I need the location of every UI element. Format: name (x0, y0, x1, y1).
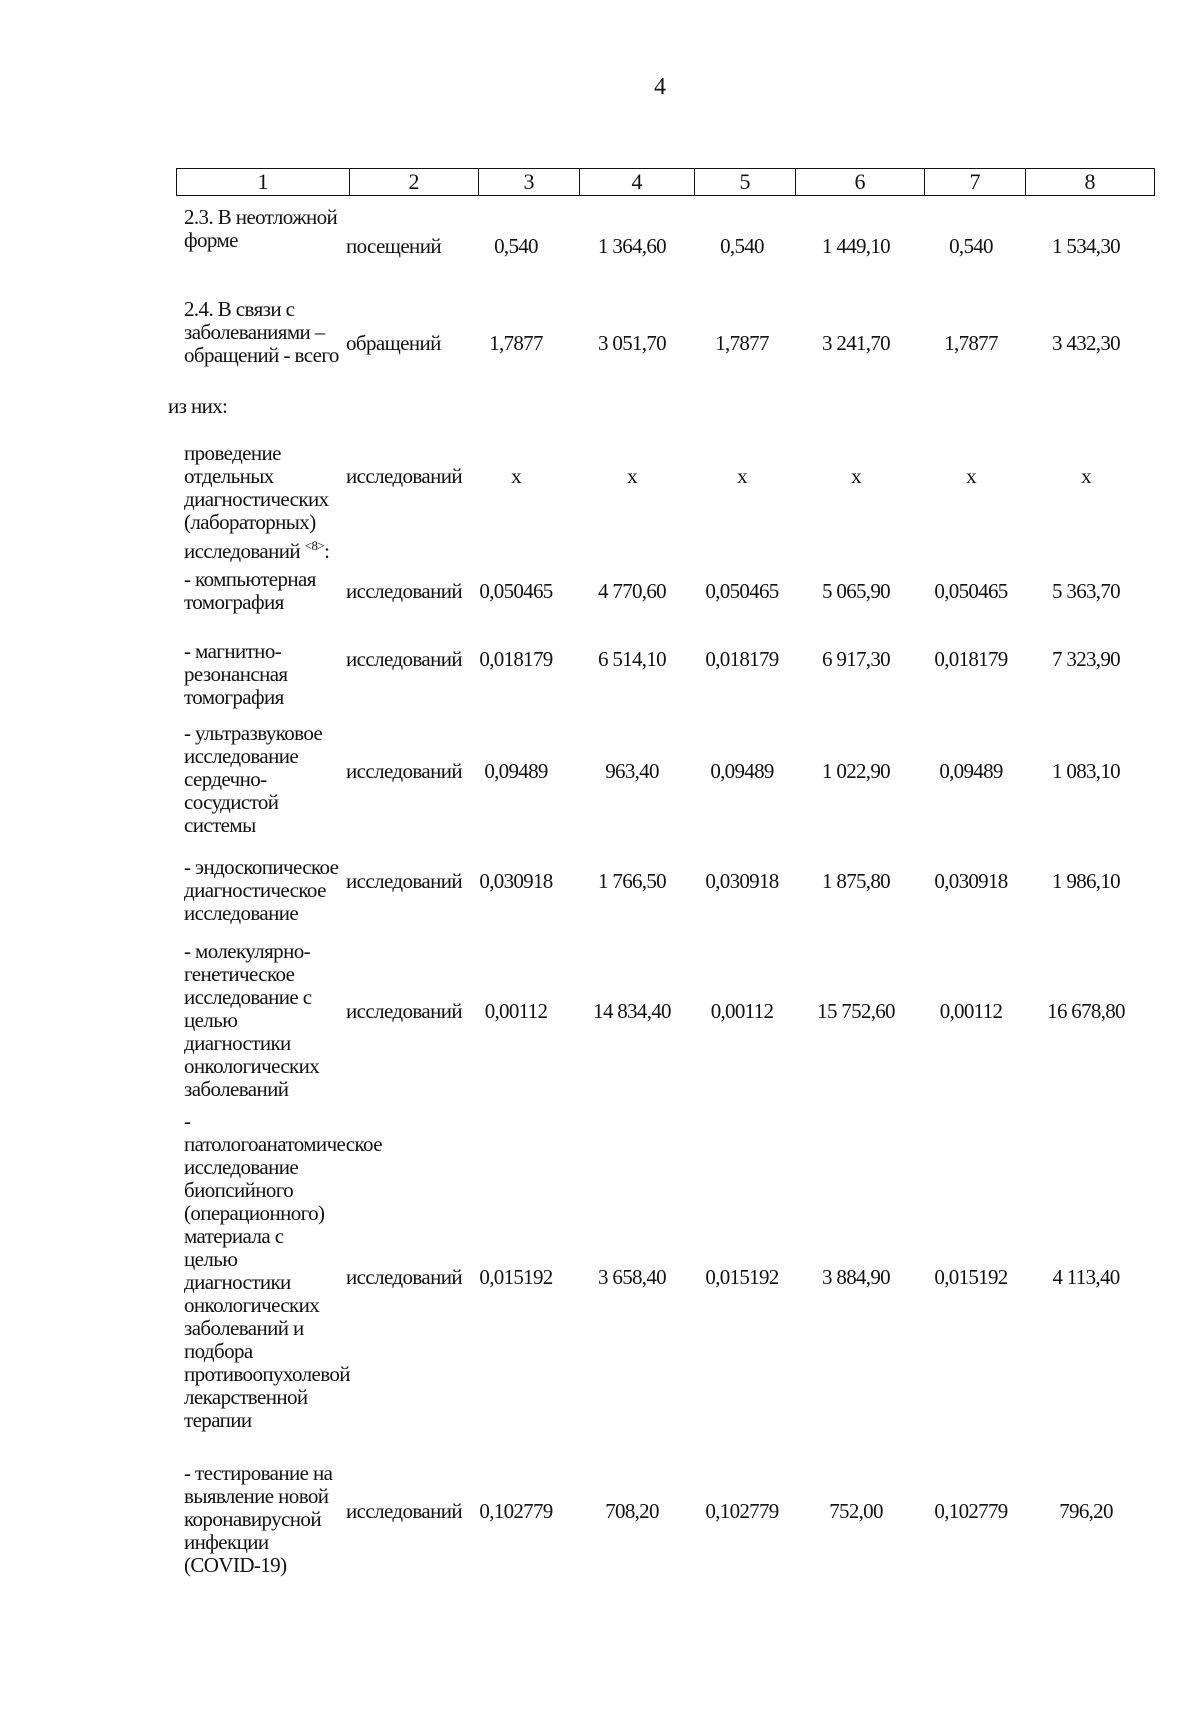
header-col-1: 1 (177, 169, 350, 196)
row-value: 3 051,70 (598, 331, 666, 355)
footnote-ref: <8> (304, 538, 325, 553)
row-value: 1,7877 (489, 331, 543, 355)
row-value: 0,00112 (484, 999, 548, 1023)
row-value: 1,7877 (715, 331, 769, 355)
row-value: 0,050465 (705, 579, 779, 603)
row-value: 1 449,10 (822, 234, 890, 258)
row-value: 796,20 (1059, 1499, 1113, 1523)
row-name: - молекулярно-генетическое исследование с целью диагностики онкологических заболеваний (184, 939, 320, 1101)
row-value: 963,40 (605, 759, 659, 783)
row-value: 15 752,60 (817, 999, 895, 1023)
row-value: 7 323,90 (1052, 647, 1120, 671)
row-value: 0,015192 (479, 1265, 553, 1289)
row-value: 0,09489 (484, 759, 548, 783)
row-value: 4 113,40 (1052, 1265, 1120, 1289)
row-unit: исследований (346, 464, 463, 488)
row-value: 0,102779 (705, 1499, 779, 1523)
row-name: - компьютерная томография (184, 567, 316, 614)
row-value: х (851, 464, 861, 488)
page-number: 4 (654, 74, 666, 100)
row-value: 0,018179 (479, 647, 553, 671)
row-value: 1 364,60 (598, 234, 666, 258)
row-value: 5 065,90 (822, 579, 890, 603)
row-value: 14 834,40 (593, 999, 671, 1023)
row-value: 0,018179 (934, 647, 1008, 671)
row-name: 2.3. В неотложной форме (184, 205, 338, 252)
row-unit: исследований (346, 999, 463, 1023)
row-value: 1 083,10 (1052, 759, 1120, 783)
row-value: 0,050465 (934, 579, 1008, 603)
header-col-8: 8 (1026, 169, 1155, 196)
row-value: 5 363,70 (1052, 579, 1120, 603)
header-col-7: 7 (925, 169, 1026, 196)
row-value: х (737, 464, 747, 488)
of-which-note: из них: (168, 394, 228, 418)
row-value: 0,540 (494, 234, 538, 258)
row-unit: исследований (346, 647, 463, 671)
row-value: 0,102779 (934, 1499, 1008, 1523)
row-value: 1,7877 (944, 331, 998, 355)
row-name: - патологоанатомическое исследование биопсийного (операционного) материала с целью диагностики онкологических заболеваний и подбора противоопухолевой лекарственной терапии (184, 1109, 382, 1432)
row-name: - эндоскопическое диагностическое исследование (184, 855, 339, 925)
row-value: 0,030918 (705, 869, 779, 893)
row-value: 0,018179 (705, 647, 779, 671)
row-value: 0,015192 (934, 1265, 1008, 1289)
row-value: 708,20 (605, 1499, 659, 1523)
row-value: 4 770,60 (598, 579, 666, 603)
row-name: - ультразвуковое исследование сердечно-сосудистой системы (184, 721, 323, 837)
row-name: проведение отдельных диагностических (лабораторных) исследований $^{<8>}$: (184, 441, 330, 563)
row-value: х (511, 464, 521, 488)
row-value: 0,102779 (479, 1499, 553, 1523)
row-unit: обращений (346, 331, 441, 355)
row-name: - тестирование на выявление новой коронавирусной инфекции (COVID-19) (184, 1461, 333, 1577)
row-value: 0,540 (720, 234, 764, 258)
row-unit: исследований (346, 1499, 463, 1523)
header-col-5: 5 (695, 169, 796, 196)
header-col-3: 3 (479, 169, 580, 196)
header-col-4: 4 (580, 169, 695, 196)
row-unit: исследований (346, 869, 463, 893)
row-value: 0,09489 (710, 759, 774, 783)
row-name: - магнитно-резонансная томография (184, 639, 288, 709)
row-value: 3 432,30 (1052, 331, 1120, 355)
row-value: х (627, 464, 637, 488)
row-value: 0,030918 (934, 869, 1008, 893)
row-unit: исследований (346, 579, 463, 603)
row-value: 3 884,90 (822, 1265, 890, 1289)
row-value: 1 986,10 (1052, 869, 1120, 893)
row-value: 1 534,30 (1052, 234, 1120, 258)
column-number-header (176, 168, 1155, 196)
row-value: 752,00 (829, 1499, 883, 1523)
row-value: 1 022,90 (822, 759, 890, 783)
row-value: 0,050465 (479, 579, 553, 603)
row-value: 6 514,10 (598, 647, 666, 671)
row-value: 1 875,80 (822, 869, 890, 893)
row-value: 0,540 (949, 234, 993, 258)
row-value: 6 917,30 (822, 647, 890, 671)
row-value: х (1081, 464, 1091, 488)
row-value: 16 678,80 (1047, 999, 1125, 1023)
row-value: 0,00112 (710, 999, 774, 1023)
row-value: х (966, 464, 976, 488)
row-unit: исследований (346, 1265, 463, 1289)
row-unit: исследований (346, 759, 463, 783)
header-col-2: 2 (350, 169, 479, 196)
row-value: 0,030918 (479, 869, 553, 893)
header-col-6: 6 (796, 169, 925, 196)
row-value: 3 241,70 (822, 331, 890, 355)
row-value: 0,00112 (939, 999, 1003, 1023)
row-unit: посещений (346, 234, 441, 258)
row-value: 0,015192 (705, 1265, 779, 1289)
row-name: 2.4. В связи с заболеваниями – обращений - всего (184, 297, 339, 367)
row-value: 3 658,40 (598, 1265, 666, 1289)
row-value: 0,09489 (939, 759, 1003, 783)
row-value: 1 766,50 (598, 869, 666, 893)
